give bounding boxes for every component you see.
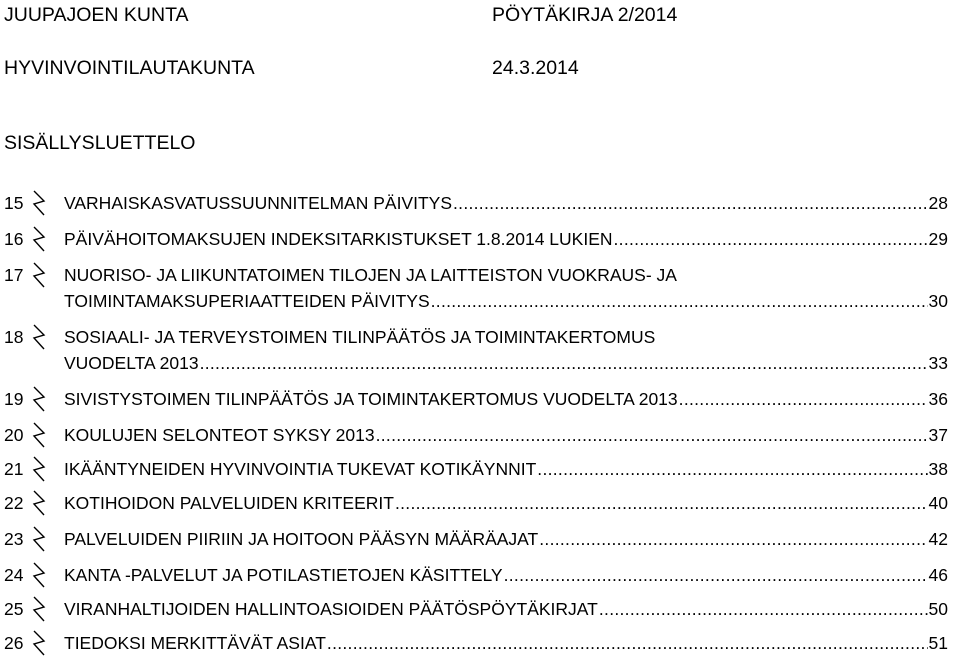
entry-title-line1: SOSIAALI- JA TERVEYSTOIMEN TILINPÄÄTÖS JA TOIMINTAKERTOMUS [64, 327, 656, 347]
section-symbol-icon [32, 262, 46, 288]
section-number: 19 [4, 389, 24, 409]
entry-title: VARHAISKASVATUSSUUNNITELMAN PÄIVITYS [64, 193, 452, 213]
section-symbol-icon [32, 190, 46, 216]
page-number: 33 [928, 353, 948, 373]
page-number: 38 [928, 459, 948, 479]
section-symbol-icon [32, 596, 46, 622]
dot-leader [537, 458, 927, 480]
entry-title: KOULUJEN SELONTEOT SYKSY 2013 [64, 425, 375, 445]
page-number: 36 [928, 389, 948, 409]
entry-title-line1: NUORISO- JA LIIKUNTATOIMEN TILOJEN JA LAITTEISTON VUOKRAUS- JA [64, 265, 677, 285]
section-symbol-icon [32, 526, 46, 552]
dot-leader [327, 632, 928, 654]
page-number: 42 [928, 529, 948, 549]
dot-leader [376, 424, 928, 446]
dot-leader [539, 528, 927, 550]
dot-leader [614, 228, 928, 250]
section-number: 26 [4, 633, 24, 653]
dot-leader [431, 290, 928, 312]
section-symbol-icon [32, 386, 46, 412]
toc-title: SISÄLLYSLUETTELO [4, 132, 196, 154]
section-number: 21 [4, 459, 24, 479]
section-number: 22 [4, 493, 24, 513]
dot-leader [453, 192, 928, 214]
entry-title: TOIMINTAMAKSUPERIAATTEIDEN PÄIVITYS [64, 291, 430, 311]
section-number: 24 [4, 565, 24, 585]
page-number: 28 [928, 193, 948, 213]
section-number: 25 [4, 599, 24, 619]
page-number: 37 [928, 425, 948, 445]
entry-title: TIEDOKSI MERKITTÄVÄT ASIAT [64, 633, 326, 653]
page-number: 30 [928, 291, 948, 311]
entry-title: SIVISTYSTOIMEN TILINPÄÄTÖS JA TOIMINTAKERTOMUS VUODELTA 2013 [64, 389, 678, 409]
section-number: 20 [4, 425, 24, 445]
dot-leader [679, 388, 928, 410]
document-number: PÖYTÄKIRJA 2/2014 [492, 4, 678, 26]
page-number: 51 [928, 633, 948, 653]
section-symbol-icon [32, 456, 46, 482]
dot-leader [504, 564, 928, 586]
dot-leader [599, 598, 928, 620]
entry-title: KOTIHOIDON PALVELUIDEN KRITEERIT [64, 493, 394, 513]
section-number: 16 [4, 229, 24, 249]
section-number: 18 [4, 327, 24, 347]
section-number: 17 [4, 265, 24, 285]
entry-title: KANTA -PALVELUT JA POTILASTIETOJEN KÄSITTELY [64, 565, 503, 585]
section-symbol-icon [32, 562, 46, 588]
meeting-date: 24.3.2014 [492, 57, 579, 79]
section-symbol-icon [32, 324, 46, 350]
entry-title: VUODELTA 2013 [64, 353, 199, 373]
entry-title: IKÄÄNTYNEIDEN HYVINVOINTIA TUKEVAT KOTIKÄYNNIT [64, 459, 537, 479]
dot-leader [395, 492, 928, 514]
page-number: 29 [928, 229, 948, 249]
entry-title: VIRANHALTIJOIDEN HALLINTOASIOIDEN PÄÄTÖSPÖYTÄKIRJAT [64, 599, 598, 619]
dot-leader [200, 352, 928, 374]
section-symbol-icon [32, 422, 46, 448]
section-number: 23 [4, 529, 24, 549]
page-number: 46 [928, 565, 948, 585]
page-number: 50 [928, 599, 948, 619]
board-name: HYVINVOINTILAUTAKUNTA [4, 57, 255, 79]
section-symbol-icon [32, 630, 46, 656]
entry-title: PALVELUIDEN PIIRIIN JA HOITOON PÄÄSYN MÄÄRÄAJAT [64, 529, 539, 549]
section-number: 15 [4, 193, 24, 213]
section-symbol-icon [32, 226, 46, 252]
municipality-name: JUUPAJOEN KUNTA [4, 4, 189, 26]
page-number: 40 [928, 493, 948, 513]
entry-title: PÄIVÄHOITOMAKSUJEN INDEKSITARKISTUKSET 1.8.2014 LUKIEN [64, 229, 613, 249]
section-symbol-icon [32, 490, 46, 516]
